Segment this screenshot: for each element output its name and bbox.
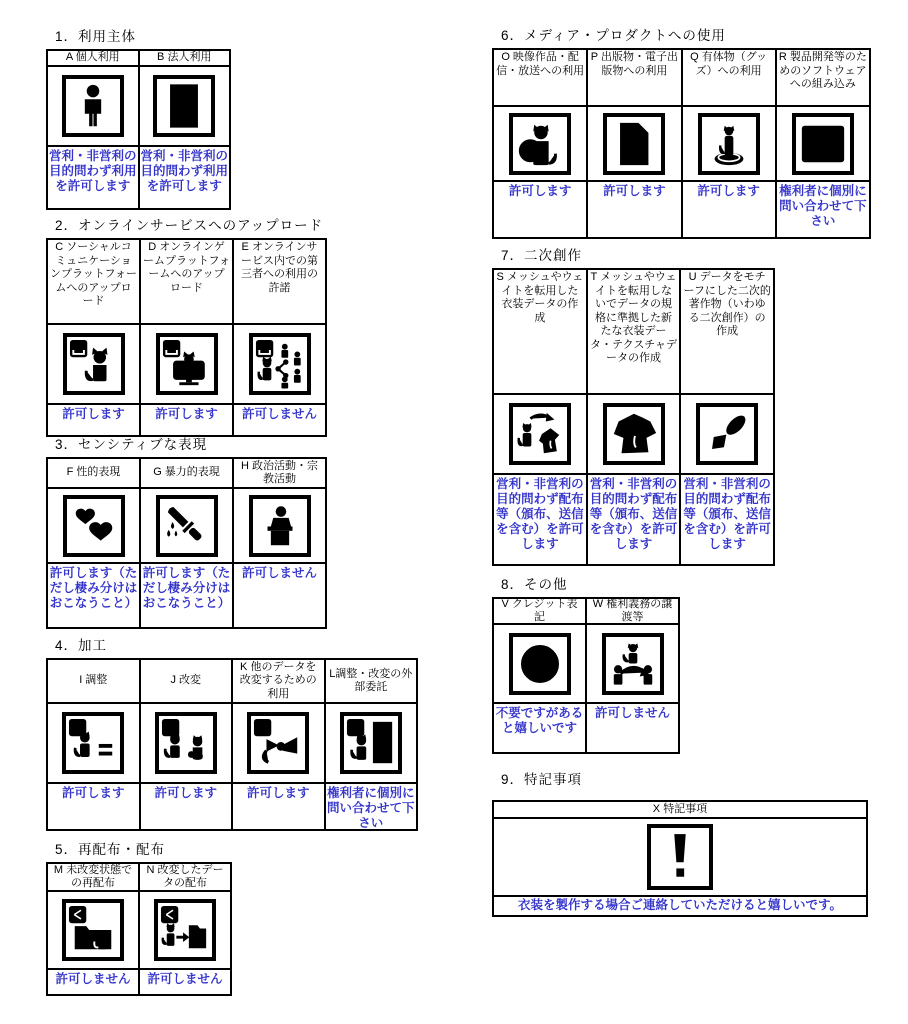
- section-usage-entity: [46, 29, 231, 210]
- cell-value: 許可します: [246, 786, 310, 800]
- cell-o-video: [494, 50, 588, 237]
- section-title: 4．加工: [55, 638, 108, 653]
- cell-value: 許可します: [61, 786, 125, 800]
- cell-header: D オンラインゲームプラットフォームへのアップロード: [141, 240, 232, 325]
- cell-header: O 映像作品・配信・放送への利用: [494, 50, 586, 107]
- cell-header: F 性的表現: [48, 459, 139, 489]
- knife-icon: [156, 495, 218, 557]
- cell-value: 許可しません: [241, 566, 317, 580]
- person-icon: [62, 75, 124, 137]
- cell-value: 営利・非営利の目的問わず利用を許可します: [49, 149, 137, 193]
- license-table: [46, 238, 327, 437]
- section-sensitive-expression: [46, 437, 327, 629]
- upload-game-icon: [156, 333, 218, 395]
- cell-value: 許可します（ただし棲み分けはおこなうこと）: [142, 566, 231, 610]
- cell-header: B 法人利用: [140, 51, 230, 67]
- cell-i-adjust: [48, 660, 141, 829]
- cell-s-costume-reuse: [494, 270, 588, 564]
- cell-value: 権利者に個別に問い合わせて下さい: [779, 184, 867, 228]
- cell-g-violent: [141, 459, 234, 627]
- cell-value: 許可します: [62, 407, 125, 421]
- software-icon: [792, 113, 854, 175]
- cell-b-corporate: [140, 51, 230, 208]
- cell-value: 許可します: [508, 184, 572, 198]
- pen-icon: [696, 403, 758, 465]
- cell-v-credit: [494, 599, 587, 752]
- cell-m-redistribute: [48, 864, 140, 994]
- cell-value: 許可します: [155, 407, 218, 421]
- section-title: 1．利用主体: [55, 29, 137, 44]
- cell-value: 営利・非営利の目的問わず配布等（頒布、送信を含む）を許可します: [496, 477, 584, 551]
- cell-header: M 未改変状態での再配布: [48, 864, 138, 892]
- cell-value: 衣装を製作する場合ご連絡していただけると嬉しいです。: [517, 898, 842, 912]
- section-title: 3．センシティブな表現: [55, 437, 208, 452]
- license-table: [46, 457, 327, 629]
- cell-l-outsourcing: [326, 660, 417, 829]
- cell-value: 許可します: [697, 184, 760, 198]
- publication-icon: [603, 113, 665, 175]
- cell-value: 許可しません: [147, 972, 223, 986]
- modify-other-data-icon: [247, 712, 309, 774]
- outsourcing-icon: [340, 712, 402, 774]
- cell-header: S メッシュやウェイトを転用した衣装データの作成: [494, 270, 586, 395]
- cell-value: 許可しません: [594, 706, 670, 720]
- cell-t-costume-new: [588, 270, 682, 564]
- license-table: [492, 48, 871, 239]
- section-redistribution: [46, 842, 232, 996]
- cell-q-goods: [683, 50, 777, 237]
- cell-header: C ソーシャルコミュニケーションプラットフォームへのアップロード: [48, 240, 139, 325]
- cell-header: V クレジット表記: [494, 599, 585, 625]
- cell-header: X 特記事項: [494, 802, 866, 819]
- cell-r-software: [777, 50, 869, 237]
- section-processing: [46, 638, 418, 831]
- cell-header: Q 有体物（グッズ）への利用: [683, 50, 775, 107]
- cell-value: 営利・非営利の目的問わず利用を許可します: [140, 149, 229, 193]
- podium-icon: [249, 495, 311, 557]
- adjust-icon: [62, 712, 124, 774]
- cell-c-social: [48, 240, 141, 435]
- license-table: [46, 49, 231, 210]
- copyright-icon: [509, 633, 571, 695]
- cell-header: I 調整: [48, 660, 139, 704]
- modify-icon: [155, 712, 217, 774]
- cell-value: 許可します: [603, 184, 666, 198]
- section-title: 8．その他: [501, 577, 568, 592]
- cell-header: W 権利義務の譲渡等: [587, 599, 678, 625]
- section-title: 5．再配布・配布: [55, 842, 166, 857]
- section-media-product: [492, 28, 871, 239]
- goods-icon: [698, 113, 760, 175]
- upload-social-icon: [63, 333, 125, 395]
- rights-transfer-icon: [602, 633, 664, 695]
- cell-p-publication: [588, 50, 682, 237]
- cell-header: J 改変: [141, 660, 232, 704]
- license-table: [492, 800, 868, 917]
- cell-d-game: [141, 240, 234, 435]
- cell-value: 営利・非営利の目的問わず配布等（頒布、送信を含む）を許可します: [683, 477, 771, 551]
- cell-w-rights-transfer: [587, 599, 678, 752]
- costume-reuse-icon: [509, 403, 571, 465]
- section-title: 2．オンラインサービスへのアップロード: [55, 218, 324, 233]
- license-table: [46, 658, 418, 831]
- cell-header: N 改変したデータの配布: [140, 864, 230, 892]
- cell-value: 許可しません: [241, 407, 317, 421]
- cell-value: 不要ですがあると嬉しいです: [495, 706, 584, 735]
- cell-header: G 暴力的表現: [141, 459, 232, 489]
- cell-header: T メッシュやウェイトを転用しないでデータの規格に準拠した新たな衣装データ・テクスチャデータの作成: [588, 270, 680, 395]
- section-other: [492, 577, 680, 754]
- cell-n-distribute-modified: [140, 864, 230, 994]
- cell-header: P 出版物・電子出版物への利用: [588, 50, 680, 107]
- cell-header: K 他のデータを改変するための利用: [233, 660, 324, 704]
- section-title: 7．二次創作: [501, 248, 583, 263]
- cell-x-special-notes: [494, 802, 866, 915]
- section-derivative-works: [492, 248, 775, 566]
- license-table: [492, 597, 680, 754]
- redistribute-icon: [62, 899, 124, 961]
- section-title: 6．メディア・プロダクトへの使用: [501, 28, 726, 43]
- cell-j-modify: [141, 660, 234, 829]
- section-online-upload: [46, 218, 327, 437]
- costume-new-icon: [603, 403, 665, 465]
- building-icon: [153, 75, 215, 137]
- cell-header: A 個人利用: [48, 51, 138, 67]
- cell-header: U データをモチーフにした二次的著作物（いわゆる二次創作）の作成: [681, 270, 773, 395]
- upload-third-party-icon: [249, 333, 311, 395]
- license-table: [492, 268, 775, 566]
- cell-value: 許可しません: [55, 972, 131, 986]
- hearts-icon: [63, 495, 125, 557]
- cell-value: 許可します: [154, 786, 217, 800]
- section-special-notes: [492, 772, 868, 917]
- cell-value: 営利・非営利の目的問わず配布等（頒布、送信を含む）を許可します: [589, 477, 678, 551]
- cell-h-political-religious: [234, 459, 325, 627]
- video-icon: [509, 113, 571, 175]
- cell-u-derivative-art: [681, 270, 773, 564]
- cell-f-sexual: [48, 459, 141, 627]
- cell-header: H 政治活動・宗教活動: [234, 459, 325, 489]
- cell-value: 許可します（ただし棲み分けはおこなうこと）: [49, 566, 138, 610]
- cell-e-third-party: [234, 240, 325, 435]
- section-title: 9．特記事項: [501, 772, 583, 787]
- distribute-modified-icon: [154, 899, 216, 961]
- license-table: [46, 862, 232, 996]
- exclamation-icon: [647, 824, 713, 890]
- cell-header: E オンラインサービス内での第三者への利用の許諾: [234, 240, 325, 325]
- cell-value: 権利者に個別に問い合わせて下さい: [326, 786, 415, 830]
- cell-k-modify-other: [233, 660, 326, 829]
- cell-header: L調整・改変の外部委託: [326, 660, 417, 704]
- cell-a-personal: [48, 51, 140, 208]
- cell-header: R 製品開発等のためのソフトウェアへの組み込み: [777, 50, 869, 107]
